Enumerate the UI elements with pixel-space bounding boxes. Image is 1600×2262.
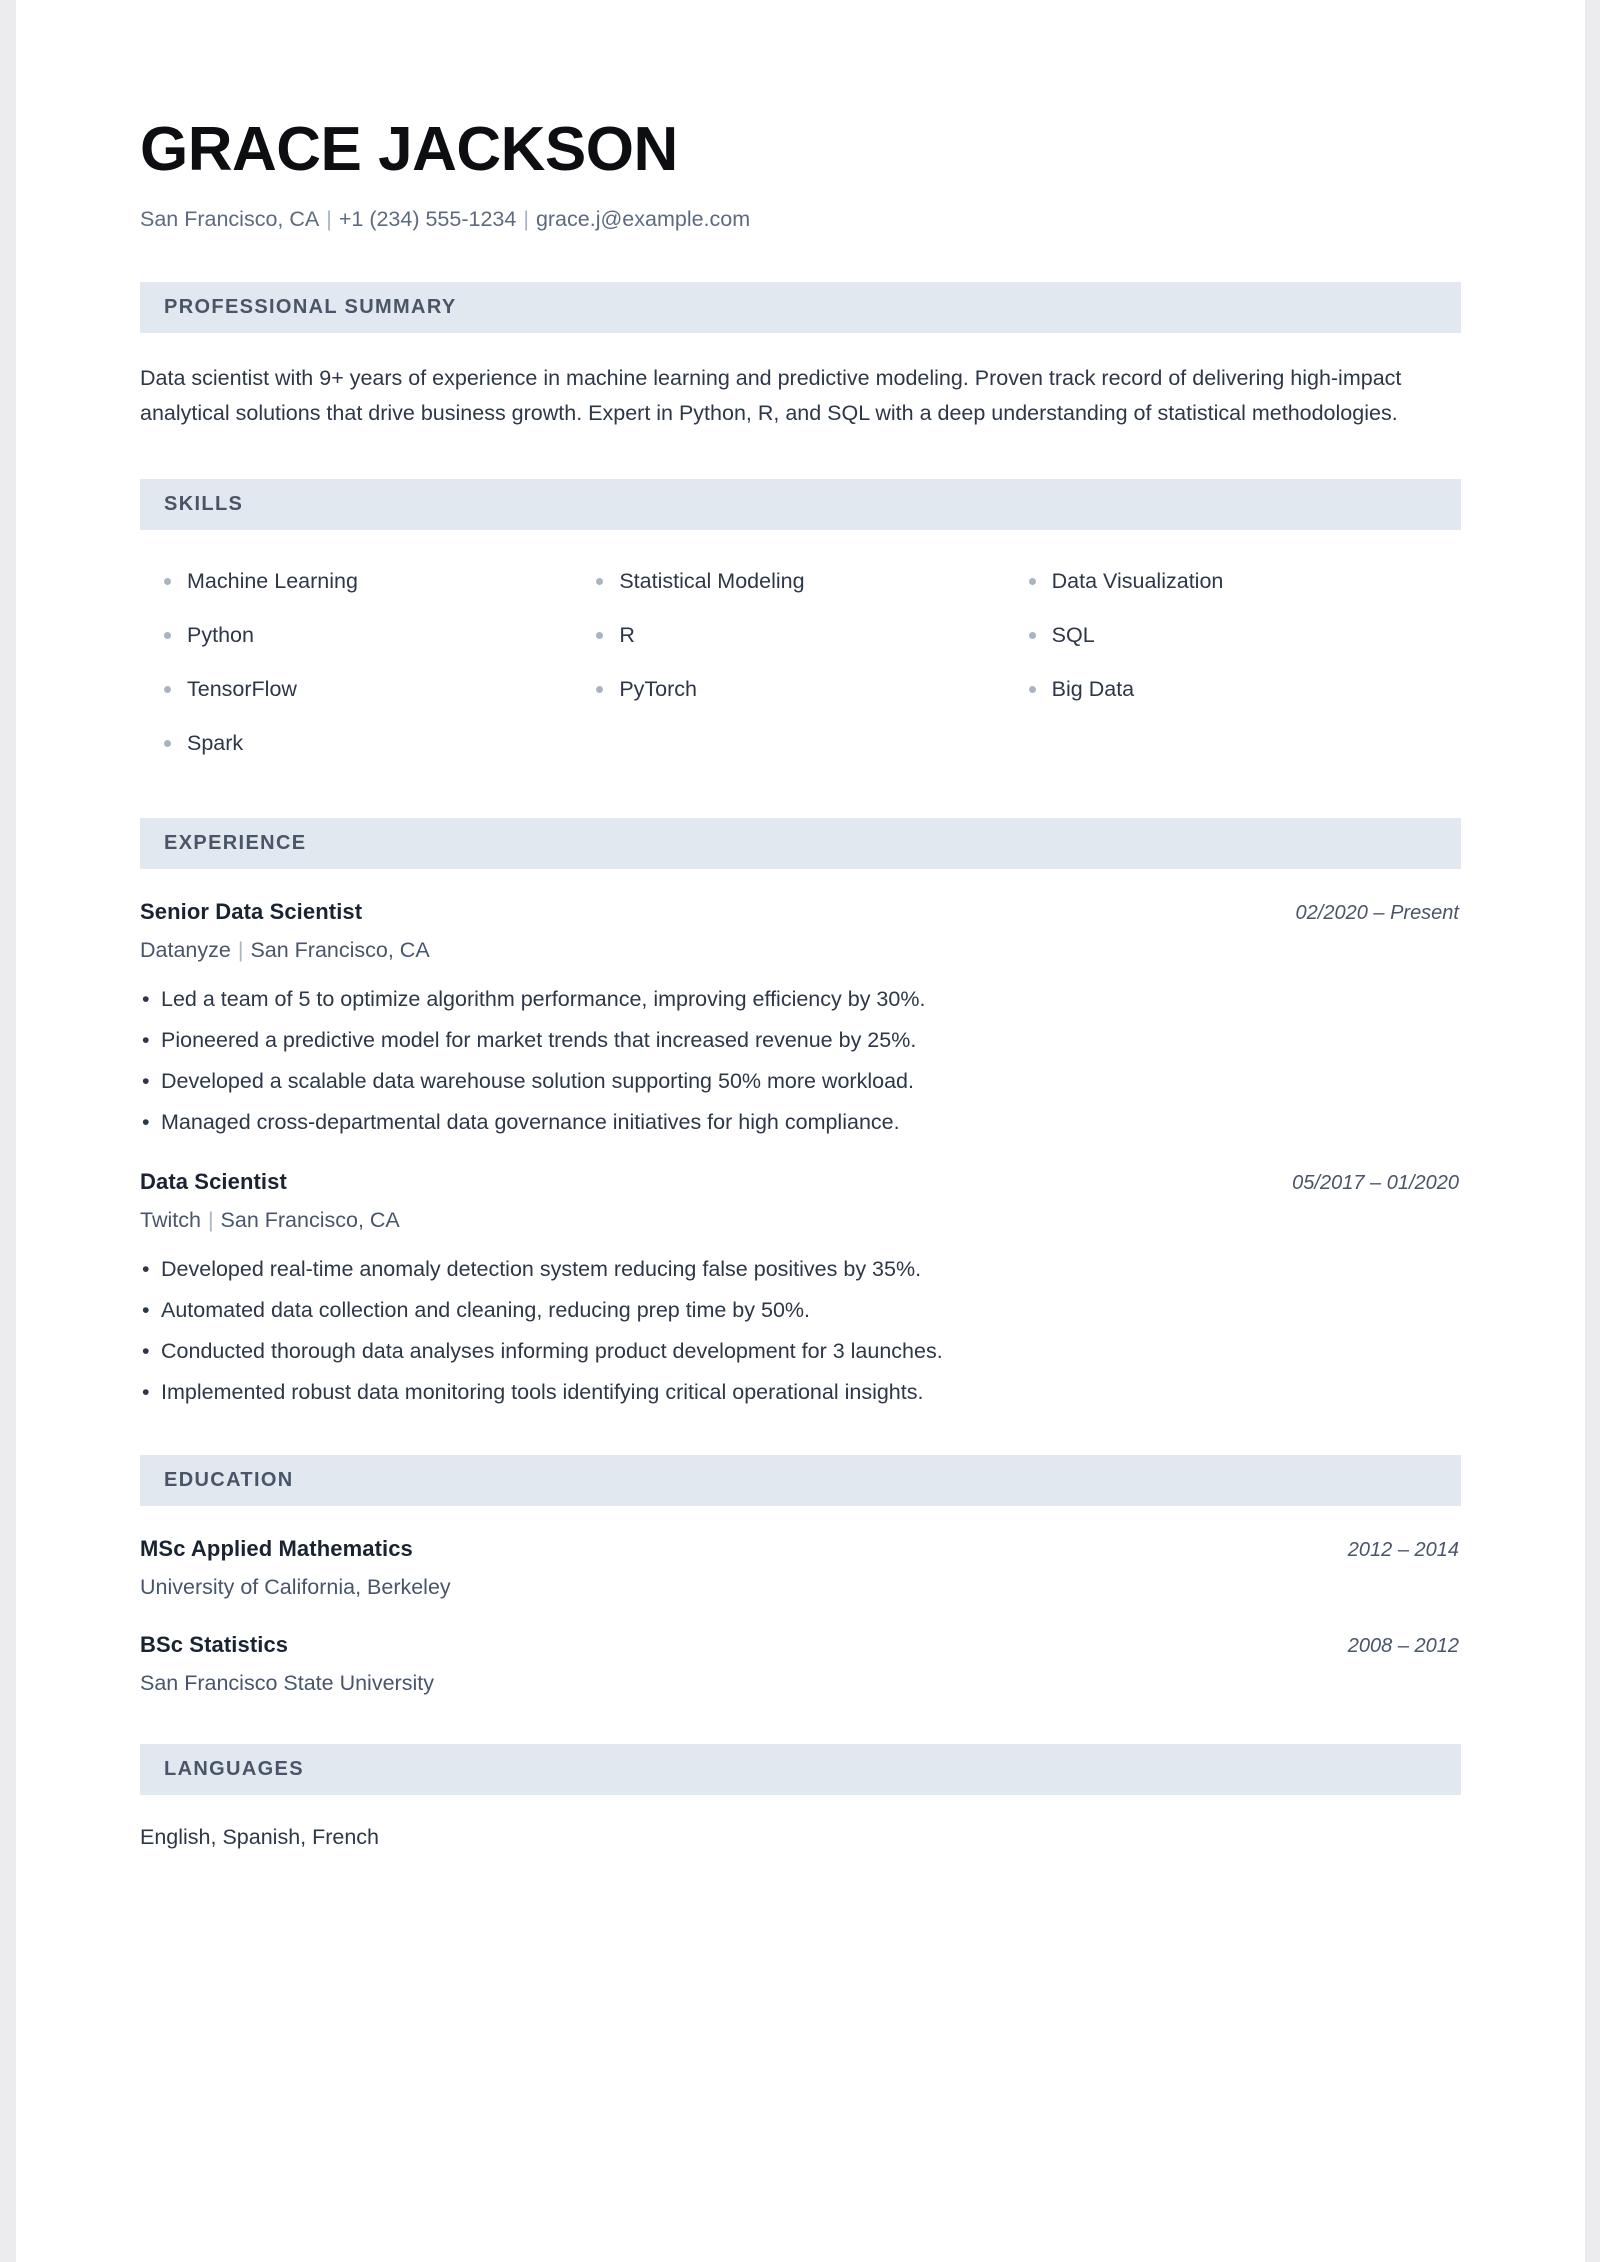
bullet-dot-icon [596,632,603,639]
job-bullet-list [140,963,1461,1137]
bullet-dot-icon [164,578,171,585]
languages-text: English, Spanish, French [140,1824,380,1849]
skill-label: R [619,622,635,647]
job-title: Data Scientist [140,1168,287,1194]
skill-label: Big Data [1051,676,1135,701]
job-company-location [140,925,1461,963]
bullet-dot-icon [596,686,603,693]
contact-separator-1: | [326,207,332,232]
experience-entry-header [140,899,1461,925]
skill-item-empty [1029,716,1461,770]
skill-label: Machine Learning [187,568,358,593]
skill-item [164,554,596,608]
skill-item [596,662,1028,716]
degree-date-range: 2008 – 2012 [1347,1634,1459,1657]
candidate-name: GRACE JACKSON [140,115,678,184]
contact-location: San Francisco, CA [140,207,320,232]
section-header-languages [140,1744,1461,1795]
job-company: Twitch [140,1207,201,1232]
company-separator: | [237,938,244,963]
contact-line [140,182,1461,234]
job-bullet: • Conducted thorough data analyses informing product development for 3 launches. [140,1325,1461,1366]
contact-phone: +1 (234) 555-1234 [338,207,517,232]
skill-label: Data Visualization [1051,568,1224,593]
company-separator: | [207,1207,214,1232]
skill-item [596,608,1028,662]
contact-separator-2: | [523,207,529,232]
section-title-languages: LANGUAGES [164,1757,304,1780]
skill-label: Python [187,622,254,647]
skill-item [1029,608,1461,662]
bullet-dot-icon [164,740,171,747]
school-name: University of California, Berkeley [140,1574,451,1599]
education-entry [140,1600,1461,1696]
bullet-dot-icon [596,578,603,585]
job-bullet: • Developed real-time anomaly detection system reducing false positives by 35%. [140,1243,1461,1284]
skill-item [596,554,1028,608]
section-header-experience [140,818,1461,869]
resume-document [16,0,1585,2262]
job-bullet: • Led a team of 5 to optimize algorithm performance, improving efficiency by 30%. [140,973,1461,1014]
summary-text: Data scientist with 9+ years of experience in machine learning and predictive modeling. Proven track record of delivering high-impact analytical solutions that drive business growth. Expert in Python, R, and SQL with a deep understanding of statistical methodologies. [140,366,1402,426]
skill-item [164,716,596,770]
job-location: San Francisco, CA [220,1207,400,1232]
skill-label: SQL [1051,622,1095,647]
job-company: Datanyze [140,938,231,963]
skill-item [1029,554,1461,608]
degree-title: MSc Applied Mathematics [140,1535,413,1561]
section-title-experience: EXPERIENCE [164,832,307,855]
education-entry [140,1506,1461,1600]
job-bullet-list [140,1233,1461,1407]
education-entry-header [140,1536,1461,1562]
experience-entry [140,1137,1461,1407]
section-title-skills: SKILLS [164,493,244,516]
section-header-education [140,1455,1461,1506]
job-bullet: • Developed a scalable data warehouse solution supporting 50% more workload. [140,1055,1461,1096]
job-title: Senior Data Scientist [140,899,363,925]
section-header-summary [140,282,1461,333]
skill-label: Spark [187,730,244,755]
skill-item [164,608,596,662]
school-name: San Francisco State University [140,1670,434,1695]
section-header-skills [140,479,1461,530]
section-title-summary: PROFESSIONAL SUMMARY [164,296,457,319]
section-title-education: EDUCATION [164,1468,294,1491]
job-bullet: • Implemented robust data monitoring tools identifying critical operational insights. [140,1366,1461,1407]
bullet-dot-icon [1029,632,1036,639]
skill-label: Statistical Modeling [619,568,805,593]
education-entry-header [140,1632,1461,1658]
job-bullet: • Managed cross-departmental data governance initiatives for high compliance. [140,1096,1461,1137]
bullet-dot-icon [1029,578,1036,585]
contact-email: grace.j@example.com [535,207,751,232]
experience-entry [140,869,1461,1137]
bullet-dot-icon [1029,686,1036,693]
job-bullet: • Pioneered a predictive model for market trends that increased revenue by 25%. [140,1014,1461,1055]
job-date-range: 02/2020 – Present [1295,902,1459,925]
bullet-dot-icon [164,632,171,639]
experience-entry-header [140,1169,1461,1195]
resume-content [140,0,1461,1850]
job-date-range: 05/2017 – 01/2020 [1292,1171,1459,1194]
skill-item [164,662,596,716]
skills-list [140,530,1461,770]
job-company-location [140,1195,1461,1233]
skill-label: TensorFlow [187,676,297,701]
job-location: San Francisco, CA [250,938,430,963]
job-bullet: • Automated data collection and cleaning, reducing prep time by 50%. [140,1284,1461,1325]
skill-label: PyTorch [619,676,697,701]
skill-item [1029,662,1461,716]
bullet-dot-icon [164,686,171,693]
degree-date-range: 2012 – 2014 [1347,1538,1459,1561]
degree-title: BSc Statistics [140,1631,289,1657]
skill-item-empty [596,716,1028,770]
